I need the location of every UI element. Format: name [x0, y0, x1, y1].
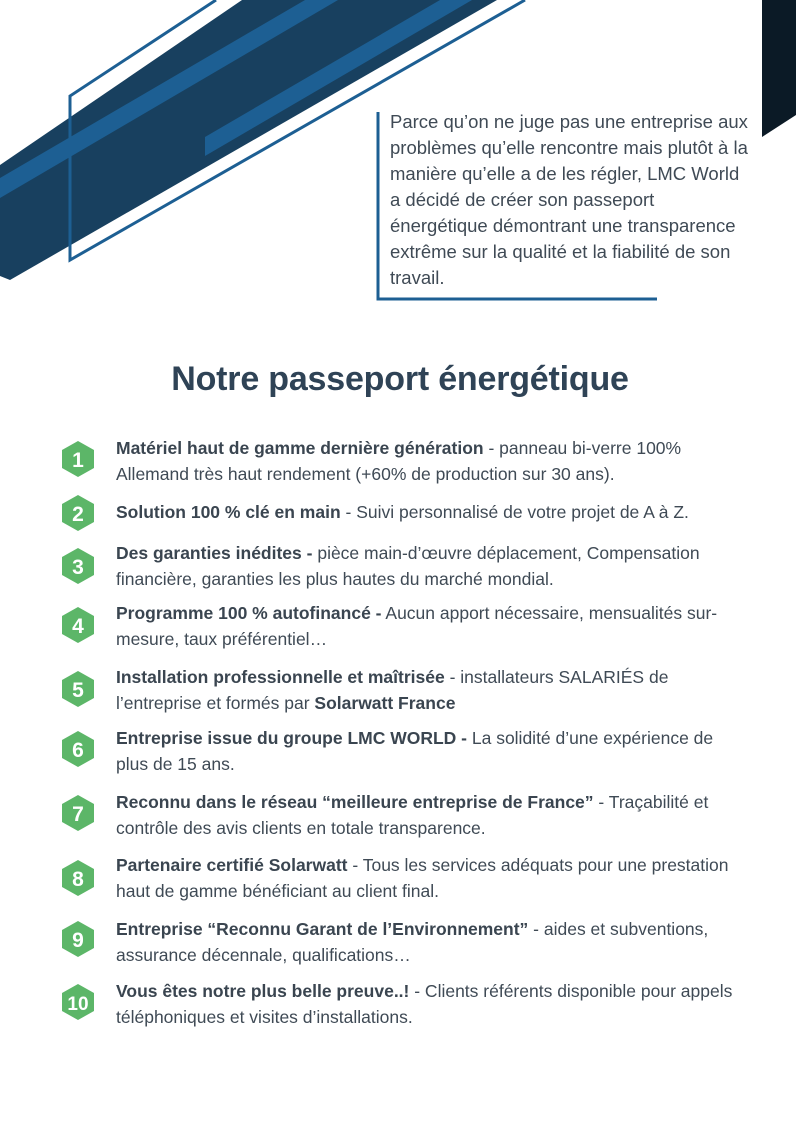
feature-description: - aides et subventions, assurance décennale, qualifications…: [116, 919, 709, 965]
feature-description: - installateurs SALARIÉS de l’entreprise et formés par: [116, 667, 669, 713]
number-badge-10: [60, 983, 96, 1021]
svg-text:6: 6: [72, 739, 84, 762]
feature-title: Vous êtes notre plus belle preuve..!: [116, 981, 410, 1001]
number-badge-5: [60, 670, 96, 708]
feature-title: Entreprise “Reconnu Garant de l’Environnement”: [116, 919, 529, 939]
feature-title: Des garanties inédites -: [116, 543, 313, 563]
number-badge-8: [60, 859, 96, 897]
feature-title: Entreprise issue du groupe LMC WORLD -: [116, 728, 467, 748]
list-item: [116, 852, 746, 904]
number-badge-3: [60, 547, 96, 585]
number-badge-6: [60, 730, 96, 768]
feature-description: pièce main-d’œuvre déplacement, Compensation financière, garanties les plus hautes du marché mondial.: [116, 543, 700, 589]
intro-paragraph: Parce qu’on ne juge pas une entreprise aux problèmes qu’elle rencontre mais plutôt à la manière qu’elle a de les régler, LMC World a décidé de créer son passeport énergétique démontrant une transparence extrême sur la qualité et la fiabilité de son travail.: [390, 111, 748, 288]
feature-title: Matériel haut de gamme dernière génération: [116, 438, 484, 458]
feature-description: - Tous les services adéquats pour une prestation haut de gamme bénéficiant au client final.: [116, 855, 729, 901]
feature-description: - Suivi personnalisé de votre projet de A à Z.: [340, 502, 689, 522]
svg-text:8: 8: [72, 868, 84, 891]
feature-title: Reconnu dans le réseau “meilleure entreprise de France”: [116, 792, 594, 812]
svg-text:9: 9: [72, 929, 84, 952]
feature-title: Partenaire certifié Solarwatt: [116, 855, 348, 875]
list-item: [116, 725, 746, 777]
feature-highlight: Solarwatt France: [314, 693, 456, 713]
feature-description: - Traçabilité et contrôle des avis clients en totale transparence.: [116, 792, 709, 838]
list-item: [116, 600, 746, 652]
list-item: [116, 916, 746, 968]
svg-text:10: 10: [67, 994, 89, 1015]
list-item: [116, 978, 746, 1030]
number-badge-2: [60, 494, 96, 532]
svg-text:1: 1: [72, 449, 84, 472]
feature-title: Installation professionnelle et maîtrisée: [116, 667, 445, 687]
page-title: Notre passeport énergétique: [171, 360, 629, 398]
svg-text:5: 5: [72, 679, 84, 702]
list-item: [116, 435, 746, 487]
feature-description: La solidité d’une expérience de plus de 15 ans.: [116, 728, 714, 774]
number-badge-4: [60, 606, 96, 644]
svg-text:3: 3: [72, 556, 84, 579]
list-item: [116, 540, 746, 592]
feature-title: Solution 100 % clé en main: [116, 502, 341, 522]
number-badge-9: [60, 920, 96, 958]
number-badge-7: [60, 794, 96, 832]
dark-corner-shape: [762, 0, 796, 137]
feature-description: Aucun apport nécessaire, mensualités sur-mesure, taux préférentiel…: [116, 603, 718, 649]
svg-text:4: 4: [72, 615, 84, 638]
feature-description: - panneau bi-verre 100% Allemand très haut rendement (+60% de production sur 30 ans).: [116, 438, 682, 484]
feature-description: - Clients référents disponible pour appels téléphoniques et visites d’installations.: [116, 981, 733, 1027]
svg-text:7: 7: [72, 803, 84, 826]
svg-text:2: 2: [72, 503, 84, 526]
feature-title: Programme 100 % autofinancé -: [116, 603, 382, 623]
list-item: [116, 789, 746, 841]
list-item: [116, 664, 746, 716]
list-item: [116, 499, 746, 525]
number-badge-1: [60, 440, 96, 478]
